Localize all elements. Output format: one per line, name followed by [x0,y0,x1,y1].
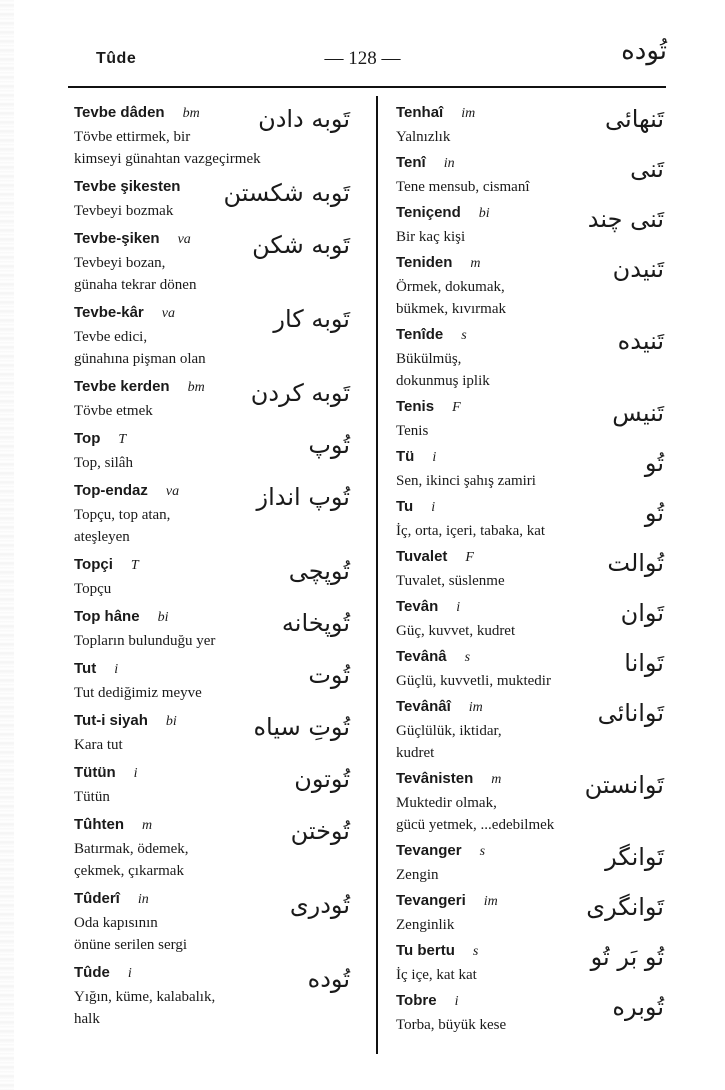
headword: Top-endaz [74,482,148,499]
arabic-script: تَنی [630,155,664,183]
definition-line: Tevbeyi bozan, [74,255,166,271]
origin-abbreviation: s [464,650,471,665]
dictionary-entry [396,548,664,592]
dictionary-entry [74,556,350,600]
definition-line: Tut dediğimiz meyve [74,685,202,701]
headword: Tevbe dâden [74,104,165,121]
origin-abbreviation: i [432,450,437,465]
arabic-script: تُوالت [607,549,664,577]
dictionary-entry [396,770,664,836]
dictionary-entry [396,648,664,692]
headword: Tenhaî [396,104,444,121]
arabic-script: تَوانگری [586,893,664,921]
left-column [74,104,350,1038]
definition-line: Kara tut [74,737,123,753]
origin-abbreviation: s [472,944,479,959]
definition-line: Örmek, dokumak, [396,279,505,295]
arabic-script: تُوختن [290,817,350,845]
dictionary-entry [74,712,350,756]
arabic-script: تَوان [620,599,664,627]
definition-line: ateşleyen [74,529,130,545]
dictionary-entry [396,598,664,642]
page-number: — 128 — [324,48,401,69]
definition-line: çekmek, çıkarmak [74,863,184,879]
arabic-script: تُو [644,499,664,527]
headword: Tevânâ [396,648,447,665]
origin-abbreviation: T [118,432,127,447]
definition-line: Batırmak, ödemek, [74,841,189,857]
definition-line: Güç, kuvvet, kudret [396,623,516,639]
definition-line: Güçlü, kuvvetli, muktedir [396,673,551,689]
dictionary-entry [396,448,664,492]
origin-abbreviation: im [483,894,498,909]
arabic-script: تُو [644,449,664,477]
headword: Tevbe kerden [74,378,170,395]
header-rule [68,86,666,88]
headword: Teniden [396,254,453,271]
dictionary-entry [396,842,664,886]
arabic-script: تَنی چند [587,205,664,233]
origin-abbreviation: i [456,600,461,615]
dictionary-entry [396,154,664,198]
headword: Tütün [74,764,116,781]
arabic-script: تَوبه شکستن [223,179,350,207]
dictionary-entry [396,992,664,1036]
headword: Tevânâî [396,698,451,715]
headword: Tûhten [74,816,124,833]
headword: Tevân [396,598,439,615]
headword: Topçi [74,556,113,573]
arabic-script: تُوت [308,661,350,689]
dictionary-entry [396,892,664,936]
definition-line: halk [74,1011,100,1027]
origin-abbreviation: i [454,994,459,1009]
origin-abbreviation: bi [165,714,177,729]
dictionary-entry [396,398,664,442]
definition-line: Oda kapısının [74,915,158,931]
arabic-script: تَوبه دادن [258,105,350,133]
headword: Tenî [396,154,426,171]
arabic-script: تَوانستن [584,771,664,799]
definition-line: Yalnızlık [396,129,451,145]
definition-line: Tevbe edici, [74,329,148,345]
dictionary-entry [74,660,350,704]
headword: Tobre [396,992,437,1009]
definition-line: Torba, büyük kese [396,1017,507,1033]
dictionary-entry [74,482,350,548]
definition-line: Tenis [396,423,429,439]
origin-abbreviation: i [431,500,436,515]
origin-abbreviation: bm [182,106,200,121]
dictionary-entry [74,230,350,296]
dictionary-entry [396,254,664,320]
origin-abbreviation: i [133,766,138,781]
arabic-script: تَوبه کار [273,305,350,333]
running-head-arabic: تُوده [621,36,667,66]
origin-abbreviation: T [130,558,139,573]
dictionary-entry [396,942,664,986]
origin-abbreviation: F [452,400,461,415]
definition-line: Muktedir olmak, [396,795,497,811]
arabic-script: تَنیس [612,399,664,427]
entry-head [396,498,664,520]
headword: Tevbe-kâr [74,304,144,321]
arabic-script: تَوانا [624,649,664,677]
headword: Top [74,430,101,447]
definition-line: Bir kaç kişi [396,229,466,245]
dictionary-entry [74,104,350,170]
origin-abbreviation: m [142,818,153,833]
entry-head [396,154,664,176]
origin-abbreviation: va [161,306,175,321]
arabic-script: تُوده [307,965,350,993]
headword: Tü [396,448,415,465]
headword: Tevânisten [396,770,474,787]
definition-line: kudret [396,745,435,761]
entry-head [396,448,664,470]
dictionary-entry [74,304,350,370]
arabic-script: تَنیده [617,327,664,355]
dictionary-entry [74,890,350,956]
definition-line: İç, orta, içeri, tabaka, kat [396,523,546,539]
headword: Tu [396,498,414,515]
dictionary-entry [396,326,664,392]
dictionary-entry [74,430,350,474]
headword: Tûderî [74,890,120,907]
definition-line: Tövbe etmek [74,403,153,419]
definition-line: günaha tekrar dönen [74,277,197,293]
arabic-script: تَوبه کردن [250,379,350,407]
origin-abbreviation: i [127,966,132,981]
headword: Teniçend [396,204,461,221]
origin-abbreviation: s [479,844,486,859]
origin-abbreviation: bm [187,380,205,395]
dictionary-entry [74,764,350,808]
dictionary-entry [74,178,350,222]
definition-line: Top, silâh [74,455,133,471]
definition-line: Topçu [74,581,112,597]
definition-line: Tütün [74,789,110,805]
origin-abbreviation: in [137,892,149,907]
definition-line: Tene mensub, cismanî [396,179,530,195]
origin-abbreviation: bi [478,206,490,221]
origin-abbreviation: im [461,106,476,121]
definition-line: Sen, ikinci şahış zamiri [396,473,536,489]
headword: Tuvalet [396,548,448,565]
arabic-script: تَنیدن [612,255,664,283]
definition-line: gücü yetmek, ...edebilmek [396,817,555,833]
definition-line: Bükülmüş, [396,351,462,367]
headword: Tu bertu [396,942,455,959]
arabic-script: تُوتون [294,765,350,793]
headword: Tevbe-şiken [74,230,160,247]
definition-line: Topların bulunduğu yer [74,633,216,649]
headword: Tenîde [396,326,444,343]
arabic-script: تَوانگر [605,843,664,871]
definition-line: Zenginlik [396,917,455,933]
definition-line: Topçu, top atan, [74,507,171,523]
headword: Tevanger [396,842,462,859]
right-column [396,104,664,1042]
headword: Tenis [396,398,435,415]
definition-line: Yığın, küme, kalabalık, [74,989,216,1005]
page-edge-texture [0,0,14,1090]
arabic-script: تُوپچی [288,557,350,585]
definition-line: Zengin [396,867,439,883]
origin-abbreviation: bi [157,610,169,625]
headword: Top hâne [74,608,140,625]
dictionary-entry [396,204,664,248]
arabic-script: تَنهائی [605,105,664,133]
dictionary-entry [396,698,664,764]
origin-abbreviation: m [470,256,481,271]
dictionary-entry [74,964,350,1030]
origin-abbreviation: m [491,772,502,787]
definition-line: dokunmuş iplik [396,373,490,389]
arabic-script: تُودری [289,891,350,919]
definition-line: Tuvalet, süslenme [396,573,505,589]
definition-line: önüne serilen sergi [74,937,188,953]
arabic-script: تُوپ انداز [256,483,350,511]
headword: Tut-i siyah [74,712,148,729]
arabic-script: تُوبره [612,993,664,1021]
arabic-script: تُوپ [308,431,350,459]
definition-line: günahına pişman olan [74,351,206,367]
column-divider [376,96,378,1054]
origin-abbreviation: va [165,484,180,499]
definition-line: Tövbe ettirmek, bir [74,129,191,145]
dictionary-entry [396,498,664,542]
dictionary-entry [396,104,664,148]
arabic-script: تَوانائی [597,699,664,727]
definition-line: bükmek, kıvırmak [396,301,506,317]
definition-line: Tevbeyi bozmak [74,203,174,219]
origin-abbreviation: in [443,156,455,171]
dictionary-entry [74,608,350,652]
origin-abbreviation: F [465,550,474,565]
origin-abbreviation: s [461,328,467,343]
headword: Tevangeri [396,892,466,909]
definition-line: Güçlülük, iktidar, [396,723,502,739]
arabic-script: تُوتِ سیاه [253,713,350,741]
arabic-script: تَوبه شکن [252,231,350,259]
headword: Tevbe şikesten [74,178,181,195]
origin-abbreviation: im [468,700,483,715]
headword: Tûde [74,964,110,981]
arabic-script: تُو بَر تُو [590,943,664,971]
dictionary-entry [74,816,350,882]
definition-line: kimseyi günahtan vazgeçirmek [74,151,261,167]
origin-abbreviation: va [177,232,191,247]
headword: Tut [74,660,97,677]
definition-line: İç içe, kat kat [396,967,477,983]
running-head-left: Tûde [96,50,137,67]
origin-abbreviation: i [114,662,119,677]
dictionary-entry [74,378,350,422]
arabic-script: تُوپخانه [281,609,350,637]
